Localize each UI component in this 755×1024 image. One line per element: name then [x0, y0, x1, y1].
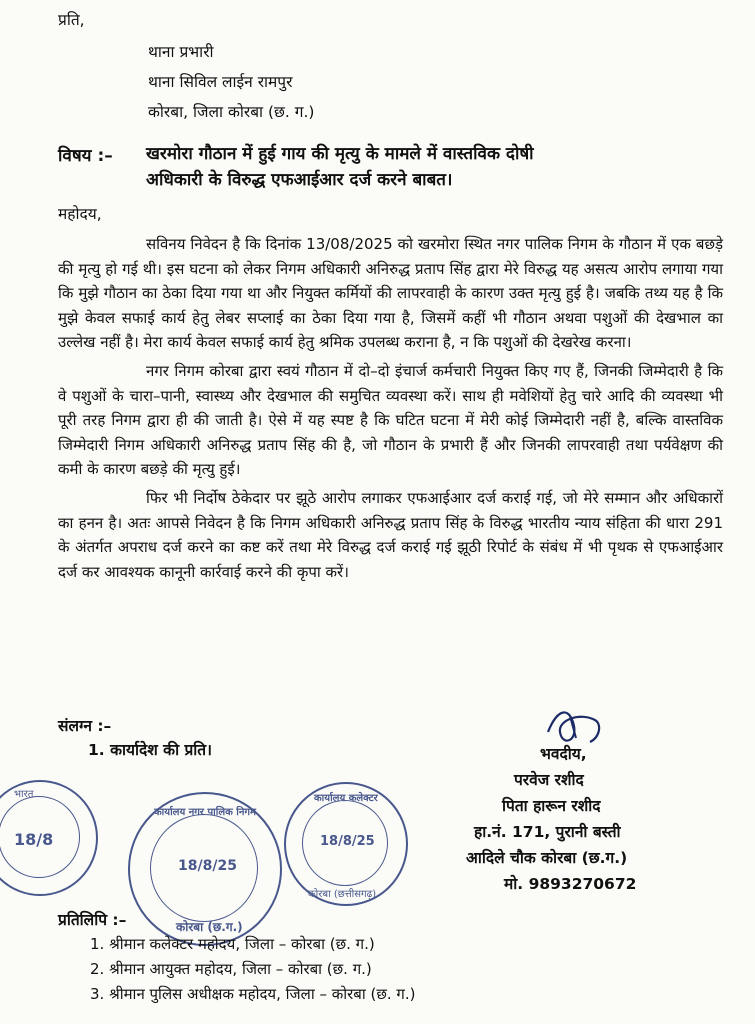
signoff: भवदीय, [540, 745, 587, 763]
recipient-line-3: कोरबा, जिला कोरबा (छ. ग.) [148, 103, 315, 121]
receipt-stamp-municipal: कार्यालय नगर पालिक निगम 18/8/25 कोरबा (छ.ग.) [128, 792, 282, 946]
sender-mobile: मो. 9893270672 [504, 875, 637, 893]
enclosure-label: संलग्न :– [58, 717, 112, 735]
recipient-prefix: प्रति, [58, 11, 85, 29]
copy-label: प्रतिलिपि :– [58, 911, 127, 929]
sender-address-2: आदिले चौक कोरबा (छ.ग.) [466, 849, 628, 867]
subject-line-1: खरमोरा गौठान में हुई गाय की मृत्यु के मामले में वास्तविक दोषी [146, 144, 534, 164]
paragraph-3: फिर भी निर्दोष ठेकेदार पर झूठे आरोप लगाकर एफआईआर दर्ज कराई गई, जो मेरे सम्मान और अधिकारों का हनन है। अतः आपसे निवेदन है कि निगम अधिकारी अनिरुद्ध प्रताप सिंह के विरुद्ध भारतीय न्याय संहिता की धारा 291 के अंतर्गत अपराध दर्ज करने का कष्ट करें तथा मेरे विरुद्ध दर्ज कराई गई झूठी रिपोर्ट के संबंध में भी पृथक से एफआईआर दर्ज कर आवश्यक कानूनी कार्रवाई करने की कृपा करें। [58, 488, 723, 581]
copy-item: 2. श्रीमान आयुक्त महोदय, जिला – कोरबा (छ. ग.) [90, 960, 372, 978]
sender-father: पिता हारून रशीद [502, 797, 601, 815]
copy-list [90, 932, 415, 1007]
copy-item: 1. श्रीमान कलेक्टर महोदय, जिला – कोरबा (छ. ग.) [90, 935, 375, 953]
receipt-stamp-left: भारत 18/8 [0, 780, 98, 896]
enclosure-item: 1. कार्यादेश की प्रति। [88, 741, 213, 759]
salutation: महोदय, [58, 205, 102, 223]
recipient-line-2: थाना सिविल लाईन रामपुर [148, 73, 293, 91]
subject-label: विषय :– [58, 146, 113, 166]
paragraph-2: नगर निगम कोरबा द्वारा स्वयं गौठान में दो–दो इंचार्ज कर्मचारी नियुक्त किए गए हैं, जिनकी जिम्मेदारी है कि वे पशुओं के चारा–पानी, स्वास्थ्य और देखभाल की समुचित व्यवस्था करें। साथ ही मवेशियों हेतु चारे आदि की व्यवस्था भी पूरी तरह निगम द्वारा ही की जाती है। ऐसे में यह स्पष्ट है कि घटित घटना में मेरी कोई जिम्मेदारी नहीं है, बल्कि वास्तविक जिम्मेदारी निगम अधिकारी अनिरुद्ध प्रताप सिंह की है, जो गौठान के प्रभारी हैं और जिनकी लापरवाही तथा पर्यवेक्षण की कमी के कारण बछड़े की मृत्यु हुई। [58, 361, 723, 479]
sender-name: परवेज रशीद [514, 771, 584, 789]
recipient-line-1: थाना प्रभारी [148, 43, 214, 61]
letter-body [58, 232, 723, 584]
copy-item: 3. श्रीमान पुलिस अधीक्षक महोदय, जिला – कोरबा (छ. ग.) [90, 985, 416, 1003]
paragraph-1: सविनय निवेदन है कि दिनांक 13/08/2025 को खरमोरा स्थित नगर पालिक निगम के गौठान में एक बछड़े की मृत्यु हो गई थी। इस घटना को लेकर निगम अधिकारी अनिरुद्ध प्रताप सिंह द्वारा मेरे विरुद्ध यह असत्य आरोप लगाया गया कि मुझे गौठान का ठेका दिया गया था और नियुक्त कर्मियों की लापरवाही के कारण उक्त मृत्यु हुई है। जबकि तथ्य यह है कि मुझे केवल सफाई कार्य हेतु लेबर सप्लाई का ठेका दिया गया है, जिसमें कहीं भी गौठान अथवा पशुओं की देखभाल का उल्लेख नहीं है। मेरा कार्य केवल सफाई कार्य हेतु श्रमिक उपलब्ध कराना है, न कि पशुओं की देखरेख करना। [58, 235, 723, 352]
sender-address-1: हा.नं. 171, पुरानी बस्ती [474, 823, 621, 841]
receipt-stamp-collector: कार्यालय कलेक्टर 18/8/25 कोरबा (छत्तीसगढ़) [284, 782, 408, 906]
subject-line-2: अधिकारी के विरुद्ध एफआईआर दर्ज करने बाबत। [146, 170, 453, 190]
